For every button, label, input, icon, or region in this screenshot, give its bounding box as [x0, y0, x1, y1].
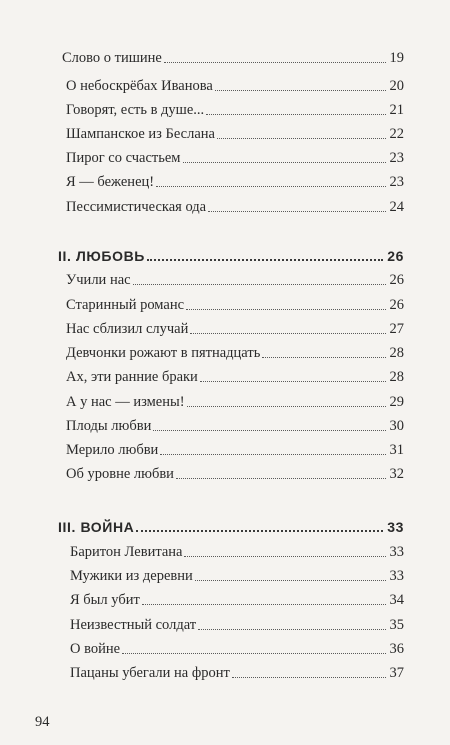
dot-leader — [176, 478, 386, 479]
toc-entry-page: 34 — [389, 592, 404, 608]
toc-entry-title: О войне — [70, 641, 121, 657]
toc-entry-title: Мерило любви — [66, 442, 159, 458]
toc-entry — [66, 437, 404, 459]
dot-leader — [186, 309, 385, 310]
dot-leader — [190, 333, 385, 334]
dot-leader — [122, 653, 385, 654]
toc-entry-title: Слово о тишине — [62, 50, 162, 66]
toc-entry — [66, 364, 404, 386]
toc-entry-title: Нас сблизил случай — [66, 321, 189, 337]
toc-entry — [70, 636, 404, 658]
toc-entry-page: 37 — [389, 665, 404, 681]
toc-entry-page: 19 — [389, 50, 404, 66]
toc-entry — [66, 145, 404, 167]
toc-entry-title: Шампанское из Беслана — [66, 126, 215, 142]
dot-leader — [133, 284, 386, 285]
toc-entry — [66, 267, 404, 289]
toc-entry-title: Баритон Левитана — [70, 544, 183, 560]
toc-entry — [70, 660, 404, 682]
page-number: 94 — [35, 714, 50, 730]
dot-leader — [160, 454, 385, 455]
toc-entry-title: Пирог со счастьем — [66, 150, 181, 166]
toc-entry — [66, 73, 404, 95]
toc-entry-title: Я — беженец! — [66, 174, 155, 190]
toc-entry-page: 31 — [389, 442, 404, 458]
section-page: 33 — [387, 519, 404, 535]
toc-entry-title: Об уровне любви — [66, 466, 174, 482]
dot-leader — [215, 90, 386, 91]
toc-entry — [66, 340, 404, 362]
toc-entry-title: Учили нас — [66, 272, 131, 288]
toc-entry — [66, 389, 404, 411]
toc-entry-page: 36 — [389, 641, 404, 657]
toc-entry — [62, 45, 404, 67]
toc-entry-page: 20 — [389, 78, 404, 94]
toc-entry-title: А у нас — измены! — [66, 394, 185, 410]
section-title: III. ВОЙНА — [58, 519, 135, 535]
toc-entry-title: Старинный романс — [66, 297, 185, 313]
dot-leader — [183, 162, 386, 163]
toc-entry — [66, 169, 404, 191]
dot-leader — [262, 357, 385, 358]
dot-leader — [142, 604, 386, 605]
toc-entry-page: 21 — [389, 102, 404, 118]
dot-leader — [208, 211, 385, 212]
toc-entry — [66, 194, 404, 216]
toc-entry-title: Пацаны убегали на фронт — [70, 665, 230, 681]
toc-entry — [70, 587, 404, 609]
toc-entry-page: 23 — [389, 174, 404, 190]
toc-entry — [70, 539, 404, 561]
toc-entry — [66, 461, 404, 483]
section-title: II. ЛЮБОВЬ — [58, 248, 145, 264]
toc-entry-page: 35 — [389, 617, 404, 633]
toc-entry-title: Плоды любви — [66, 418, 152, 434]
dot-leader — [164, 62, 386, 63]
toc-entry-title: Пессимистическая ода — [66, 199, 207, 215]
toc-entry-page: 33 — [389, 568, 404, 584]
dot-leader — [200, 381, 386, 382]
toc-entry-title: Я был убит — [70, 592, 140, 608]
toc-entry-page: 26 — [389, 297, 404, 313]
toc-entry-page: 28 — [389, 345, 404, 361]
toc-entry — [70, 563, 404, 585]
dot-leader — [232, 677, 386, 678]
toc-entry — [66, 121, 404, 143]
toc-entry-page: 27 — [389, 321, 404, 337]
toc-entry-page: 23 — [389, 150, 404, 166]
dot-leader — [153, 430, 385, 431]
dot-leader — [195, 580, 386, 581]
toc-entry — [66, 413, 404, 435]
section-page: 26 — [387, 248, 404, 264]
dot-leader — [147, 259, 383, 261]
dot-leader — [156, 186, 385, 187]
dot-leader — [136, 530, 383, 532]
toc-section-heading — [58, 514, 404, 536]
toc-entry-title: О небоскрёбах Иванова — [66, 78, 213, 94]
toc-entry-page: 26 — [389, 272, 404, 288]
dot-leader — [206, 114, 385, 115]
toc-entry-page: 30 — [389, 418, 404, 434]
toc-entry — [66, 97, 404, 119]
toc-entry-title: Неизвестный солдат — [70, 617, 197, 633]
toc-entry — [70, 612, 404, 634]
toc-entry-page: 28 — [389, 369, 404, 385]
toc-entry-title: Девчонки рожают в пятнадцать — [66, 345, 261, 361]
toc-section-heading — [58, 243, 404, 265]
toc-entry-page: 24 — [389, 199, 404, 215]
dot-leader — [198, 629, 385, 630]
dot-leader — [184, 556, 385, 557]
toc-entry-title: Мужики из деревни — [70, 568, 193, 584]
toc-entry-title: Говорят, есть в душе... — [66, 102, 205, 118]
toc-entry — [66, 292, 404, 314]
toc-entry-title: Ах, эти ранние браки — [66, 369, 198, 385]
toc-entry-page: 29 — [389, 394, 404, 410]
toc-entry-page: 32 — [389, 466, 404, 482]
toc-entry — [66, 316, 404, 338]
dot-leader — [187, 406, 386, 407]
toc-entry-page: 22 — [389, 126, 404, 142]
dot-leader — [217, 138, 386, 139]
toc-entry-page: 33 — [389, 544, 404, 560]
